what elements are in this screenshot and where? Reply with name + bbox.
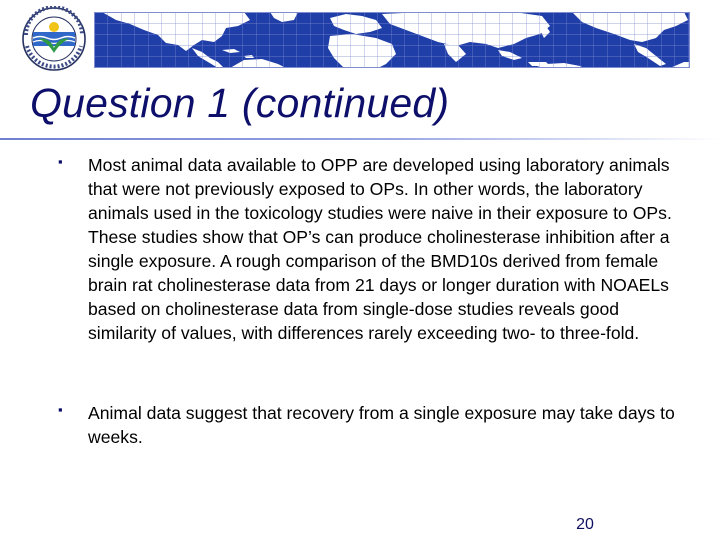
square-bullet-icon: ▪ (58, 402, 63, 417)
slide-title: Question 1 (continued) (30, 80, 450, 126)
bullet-item (58, 401, 690, 449)
bullet-item (58, 153, 690, 345)
epa-seal-icon (10, 6, 98, 72)
page-number: 20 (576, 516, 594, 533)
world-map-grid-banner (94, 12, 690, 68)
bullet-text: Animal data suggest that recovery from a single exposure may take days to weeks. (88, 403, 675, 447)
bullet-text: Most animal data available to OPP are developed using laboratory animals that were not previously exposed to OPs. In other words, the laboratory animals used in the toxicology studies were naive in their exposure to OPs. These studies show that OP’s can produce cholinesterase inhibition after a single exposure. A rough comparison of the BMD10s derived from female brain rat cholinesterase data from 21 days or longer duration with NOAELs based on cholinesterase data from single-dose studies reveals good similarity of values, with differences rarely exceeding two- to three-fold. (88, 155, 672, 343)
title-divider (0, 138, 720, 140)
square-bullet-icon: ▪ (58, 154, 63, 169)
